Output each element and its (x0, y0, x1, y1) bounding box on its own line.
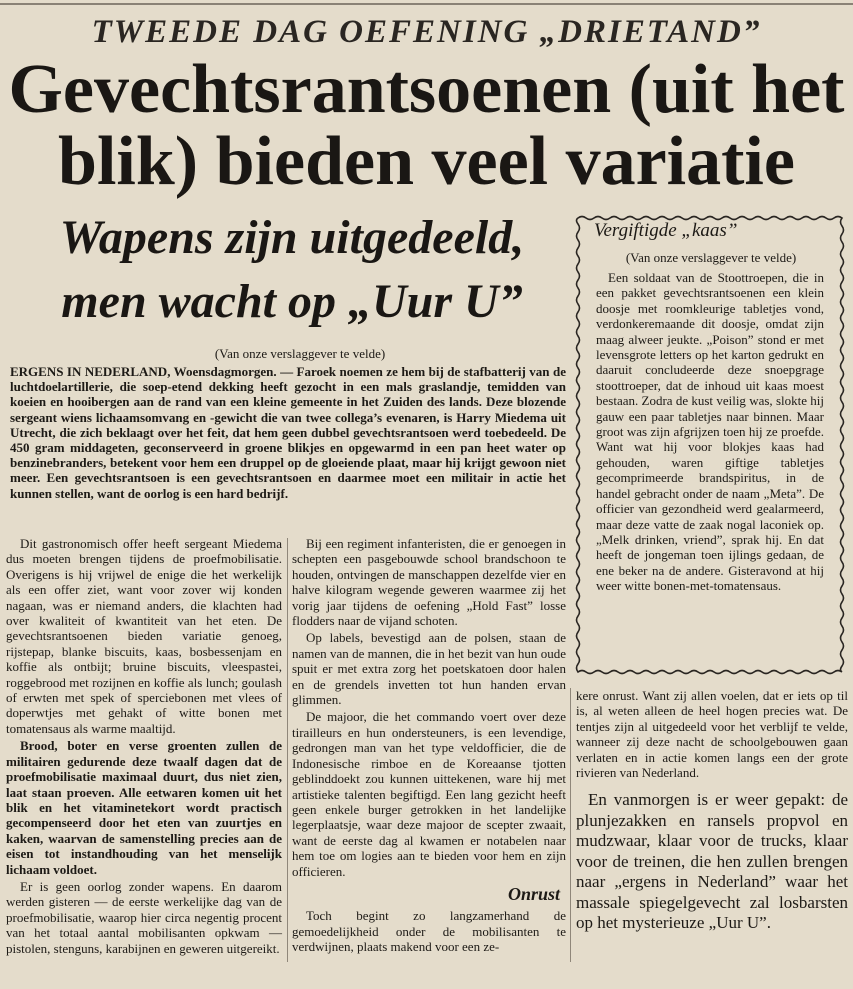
col1-paragraph-1: Dit gastronomisch offer heeft sergeant Miedema dus moeten brengen tijdens de proefmobilisatie. Overigens is hij vrijwel de enige die het werkelijk als een offer ziet, want voor zover wij konden nagaan, was er niemand anders, die klachten had over kwaliteit of kwantiteit van het eten. De gevechtsrantsoenen bieden variatie genoeg, rijstepap, blanke biscuits, kaas, bosbessenjam en koffie als ontbijt; bruine biscuits, vleespastei, roggebrood met rozijnen en koffie als lunch; goulash of erwten met spek of sperciebonen met vlees of doperwtjes met gehakt of witte bonen met tomatensaus als warme maaltijd. (6, 536, 282, 736)
lead-text: — Faroek noemen ze hem bij de stafbatterij van de luchtdoelartillerie, die soep-etend dekking heeft gezocht in een mals graslandje, temidden van koeien en hooibergen aan de rand van een kleine gemeente in het Zuiden des lands. Deze blozende sergeant wiens lichaamsomvang en -gewicht die van twee collega’s evenaren, is Harry Miedema uit Utrecht, die zich beklaagt over het feit, dat hem geen dubbel gevechtsrantsoen werd toebedeeld. De 450 gram middageten, geconserveerd in groene blikjes en opgewarmd in een pan heet water op benzinebranders, betekent voor hem een druppel op de gloeiende plaat, maar hij krijgt gewoon niet meer. Een gevechtsrantsoen is een gevechtsrantsoen en daarmee moet een militair in actie het kunnen stellen, want de oorlog is een hard bedrijf. (10, 364, 566, 501)
col3-paragraph-2: En vanmorgen is er weer gepakt: de plunjezakken en ransels propvol en mudzwaar, klaar voor de trucks, klaar voor de treinen, die hen zullen brengen naar „ergens in Nederland” waar het massale spiegelgevecht zal losbarsten op het mysterieuze „Uur U”. (576, 790, 848, 933)
col2-paragraph-1: Bij een regiment infanteristen, die er genoegen in schepten een pasgebouwde school brandschoon te houden, ontvingen de manschappen dezelfde vier en halve kilogram wegende geweren waarmee zij het vorig jaar tijdens de oefening „Hold Fast” losse flodders naar de vijand schoten. (292, 536, 566, 629)
lead-paragraph (10, 364, 566, 501)
sidebar-text: Een soldaat van de Stoottroepen, die in een pakket gevechtsrantsoenen een klein doosje met roomkleurige tabletjes vond, verdonkeremaande dit doosje, omdat zijn maag alweer jeukte. „Poison” stond er met levensgrote letters op het karton gedrukt en daaruit concludeerde deze snoepgrage stoottroeper, dat de inhoud uit kaas moest bestaan. Zodra de kust veilig was, slokte hij gauw een paar tabletjes naar binnen. Maar groot was zijn afgrijzen toen hij ze proefde. Want wat hij voor blokjes kaas had gehouden, waren giftige tabletjes gecomprimeerde brandspiritus, in de handel gebracht onder de naam „Meta”. De officier van gezondheid werd gealarmeerd, maar deze vatte de zaak nogal laconiek op. „Melk drinken, vriend”, sprak hij. En dat heeft de jongeman toen ijlings gedaan, de ene beker na de andere. Gisteravond at hij weer witte bonen-met-tomatensaus. (596, 270, 824, 594)
col2-paragraph-2: Op labels, bevestigd aan de polsen, staan de namen van de mannen, die in het bezit van hun oude spuit er met extra zorg het poetskatoen door halen en de grendels invetten tot hun handen ervan glimmen. (292, 630, 566, 708)
col1-paragraph-2: Brood, boter en verse groenten zullen de militairen gedurende deze twaalf dagen dat de proefmobilisatie maximaal duurt, dus niet zien, laat staan proeven. Alle eetwaren komen uit het blik en het vitaminetekort wordt practisch gecompenseerd door het eten van zuurtjes en kaken, waarvan de samenstelling precies aan de eisen tot instandhouding van het menselijk lichaam voldoet. (6, 738, 282, 877)
column-divider-1 (287, 538, 288, 962)
column-divider-2 (570, 688, 571, 962)
dateline: ERGENS IN NEDERLAND, Woensdagmorgen. (10, 364, 277, 379)
sidebar-title: Vergiftigde „kaas” (594, 220, 738, 241)
col1-paragraph-3: Er is geen oorlog zonder wapens. En daarom werden gisteren — de eerste werkelijke dag van de proefmobilisatie, waarop hier circa negentig procent van het totaal aantal mobilisanten opkwam — pistolen, stenguns, karabijnen en geweren uitgereikt. (6, 878, 282, 956)
column-3 (576, 688, 848, 936)
headline (0, 51, 853, 200)
headline-line-2: blik) bieden veel variatie (58, 123, 795, 200)
sidebar-box (572, 212, 848, 678)
article-byline: (Van onze verslaggever te velde) (214, 346, 386, 361)
deck-line-2: men wacht op „Uur U” (61, 275, 523, 328)
top-rule (0, 3, 853, 5)
kicker: TWEEDE DAG OEFENING „DRIETAND” (91, 14, 762, 50)
deck-line-1: Wapens zijn uitgedeeld, (59, 211, 525, 264)
column-1 (6, 536, 282, 958)
col2-paragraph-3: De majoor, die het commando voert over deze tirailleurs en hun ondersteuners, is een levendige, gedrongen man van het type veldofficier, die de Indonesische rimboe en de Koreaanse tjotten geblinddoekt zou kunnen uittekenen, ware hij met artistieke talenten begiftigd. Een lang gezicht heeft geen enkele burger getrokken in het landelijke legerplaatsje, waar deze majoor de scepter zwaait, want de eerste dag al kwamen er notabelen naar hem toe om logies aan te bieden voor hem en zijn officieren. (292, 709, 566, 879)
column-2 (292, 536, 566, 957)
col2-paragraph-4: Toch begint zo langzamerhand de gemoedelijkheid onder de mobilisanten te verdwijnen, plaats makend voor een ze- (292, 908, 566, 955)
subhead-onrust: Onrust (507, 883, 560, 904)
col3-paragraph-1: kere onrust. Want zij allen voelen, dat er iets op til is, al weten alleen de heel hogen precies wat. De tentjes zijn al uitgedeeld voor het verblijf te velde, wanneer zij deze nacht de schoolgebouwen gaan verlaten en in actie komen langs een der grote rivieren van Nederland. (576, 688, 848, 781)
deck (12, 206, 572, 334)
headline-line-1: Gevechtsrantsoenen (uit het (8, 51, 845, 128)
sidebar-byline: (Van onze verslaggever te velde) (625, 250, 797, 265)
